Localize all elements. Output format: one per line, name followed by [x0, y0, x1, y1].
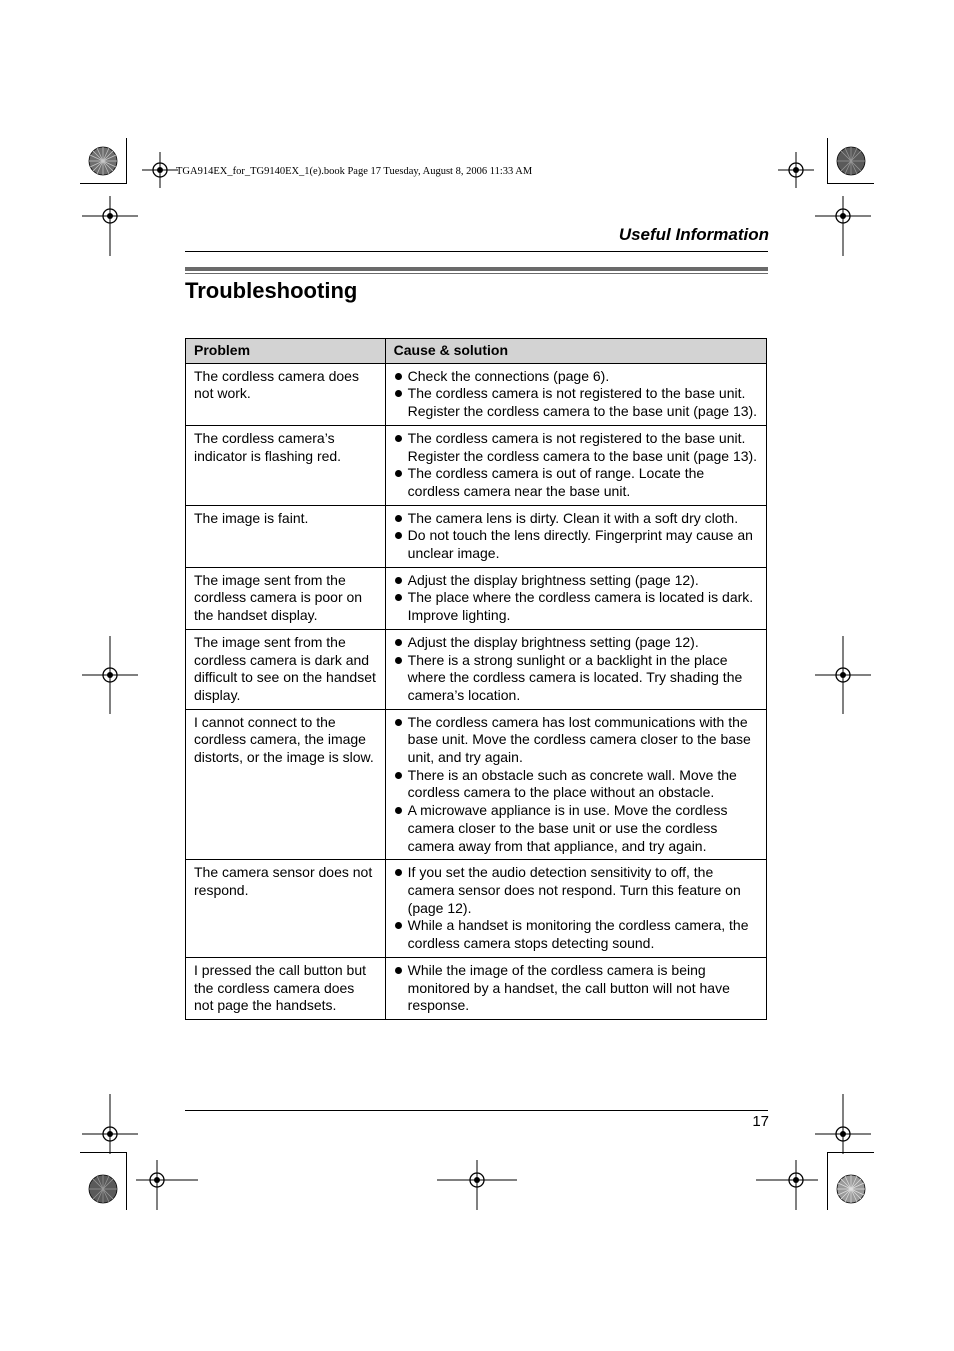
registration-mark-icon: [776, 150, 816, 190]
title-rule: [185, 267, 768, 271]
solution-text: There is a strong sunlight or a backlight in the place where the cordless camera is located. Try shading the camera’s location.: [407, 651, 743, 703]
bullet-icon: [395, 772, 402, 779]
table-body: [186, 363, 767, 1019]
registration-mark-icon: [815, 196, 871, 256]
bullet-icon: [395, 719, 402, 726]
table-row: [186, 860, 767, 958]
solution-item: [394, 652, 758, 705]
column-header-solution: Cause & solution: [385, 339, 766, 364]
solution-list: [394, 510, 758, 563]
solution-list: [394, 634, 758, 705]
bullet-icon: [395, 373, 402, 380]
registration-mark-icon: [815, 636, 871, 714]
registration-mark-icon: [140, 150, 180, 190]
solution-item: [394, 864, 758, 917]
table-row: [186, 957, 767, 1019]
problem-cell: I cannot connect to the cordless camera, the image distorts, or the image is slow.: [186, 709, 386, 860]
bullet-icon: [395, 390, 402, 397]
solution-list: [394, 368, 758, 421]
registration-mark-icon: [756, 1160, 818, 1210]
section-header: Useful Information: [618, 225, 769, 244]
solution-cell: [385, 363, 766, 425]
page-title: Troubleshooting: [185, 278, 358, 303]
solution-text: While a handset is monitoring the cordless camera, the cordless camera stops detecting sound.: [407, 917, 749, 952]
solution-item: [394, 572, 758, 590]
solution-text: Adjust the display brightness setting (page 12).: [407, 633, 699, 650]
registration-mark-icon: [82, 1094, 138, 1154]
solution-text: The cordless camera is not registered to the base unit. Register the cordless camera to the base unit (page 13).: [407, 429, 758, 464]
starburst-mark-icon: [836, 1174, 866, 1204]
bullet-icon: [395, 967, 402, 974]
page-number: 17: [752, 1113, 769, 1130]
bullet-icon: [395, 922, 402, 929]
solution-item: [394, 962, 758, 1015]
solution-item: [394, 527, 758, 562]
bullet-icon: [395, 577, 402, 584]
solution-text: If you set the audio detection sensitivity to off, the camera sensor does not respond. Turn this feature on (page 12).: [407, 864, 741, 916]
solution-item: [394, 767, 758, 802]
table-header-row: [186, 339, 767, 364]
solution-item: [394, 714, 758, 767]
registration-mark-icon: [437, 1160, 517, 1210]
footer-rule: [185, 1110, 768, 1111]
solution-cell: [385, 957, 766, 1019]
bullet-icon: [395, 594, 402, 601]
solution-text: While the image of the cordless camera is being monitored by a handset, the call button will not have response.: [407, 961, 730, 1014]
solution-item: [394, 634, 758, 652]
solution-text: The cordless camera is out of range. Locate the cordless camera near the base unit.: [407, 465, 705, 499]
solution-text: The camera lens is dirty. Clean it with a soft dry cloth.: [407, 509, 739, 526]
problem-cell: The cordless camera’s indicator is flashing red.: [186, 425, 386, 505]
registration-mark-icon: [136, 1160, 198, 1210]
solution-text: Check the connections (page 6).: [407, 367, 610, 384]
problem-cell: The image sent from the cordless camera is dark and difficult to see on the handset display.: [186, 629, 386, 709]
starburst-mark-icon: [836, 146, 866, 176]
solution-text: The cordless camera has lost communications with the base unit. Move the cordless camera closer to the base unit, and try again.: [407, 713, 751, 766]
solution-item: [394, 510, 758, 528]
title-rule-thin: [185, 273, 768, 274]
bullet-icon: [395, 639, 402, 646]
table-row: [186, 629, 767, 709]
solution-text: The cordless camera is not registered to the base unit. Register the cordless camera to the base unit (page 13).: [407, 385, 758, 420]
solution-list: [394, 430, 758, 501]
bullet-icon: [395, 532, 402, 539]
print-info-line: TGA914EX_for_TG9140EX_1(e).book Page 17 Tuesday, August 8, 2006 11:33 AM: [176, 166, 533, 177]
registration-mark-icon: [82, 636, 138, 714]
column-header-problem: Problem: [186, 339, 386, 364]
solution-item: [394, 430, 758, 465]
bullet-icon: [395, 515, 402, 522]
table-row: [186, 567, 767, 629]
registration-mark-icon: [815, 1094, 871, 1154]
table-row: [186, 709, 767, 860]
solution-item: [394, 589, 758, 624]
solution-cell: [385, 567, 766, 629]
solution-list: [394, 864, 758, 953]
bullet-icon: [395, 435, 402, 442]
problem-cell: The cordless camera does not work.: [186, 363, 386, 425]
solution-cell: [385, 709, 766, 860]
starburst-mark-icon: [88, 146, 118, 176]
solution-cell: [385, 425, 766, 505]
solution-cell: [385, 629, 766, 709]
solution-text: There is an obstacle such as concrete wall. Move the cordless camera to the place without an obstacle.: [407, 766, 737, 801]
solution-text: A microwave appliance is in use. Move the cordless camera closer to the base unit or use the cordless camera away from that appliance, and try again.: [407, 802, 728, 854]
bullet-icon: [395, 657, 402, 664]
problem-cell: I pressed the call button but the cordless camera does not page the handsets.: [186, 957, 386, 1019]
solution-text: Do not touch the lens directly. Fingerprint may cause an unclear image.: [407, 527, 753, 562]
problem-cell: The camera sensor does not respond.: [186, 860, 386, 958]
solution-item: [394, 465, 758, 500]
table-row: [186, 425, 767, 505]
solution-item: [394, 917, 758, 952]
troubleshooting-table: [185, 338, 767, 1020]
solution-text: Adjust the display brightness setting (page 12).: [407, 571, 699, 588]
table-row: [186, 363, 767, 425]
problem-cell: The image sent from the cordless camera is poor on the handset display.: [186, 567, 386, 629]
solution-list: [394, 962, 758, 1015]
solution-list: [394, 572, 758, 625]
registration-mark-icon: [82, 196, 138, 256]
header-rule: [185, 251, 768, 252]
starburst-mark-icon: [88, 1174, 118, 1204]
table-row: [186, 505, 767, 567]
solution-item: [394, 385, 758, 420]
bullet-icon: [395, 470, 402, 477]
solution-list: [394, 714, 758, 856]
solution-cell: [385, 505, 766, 567]
solution-text: The place where the cordless camera is located is dark. Improve lighting.: [407, 589, 754, 624]
bullet-icon: [395, 869, 402, 876]
solution-cell: [385, 860, 766, 958]
solution-item: [394, 802, 758, 855]
bullet-icon: [395, 807, 402, 814]
solution-item: [394, 368, 758, 386]
problem-cell: The image is faint.: [186, 505, 386, 567]
